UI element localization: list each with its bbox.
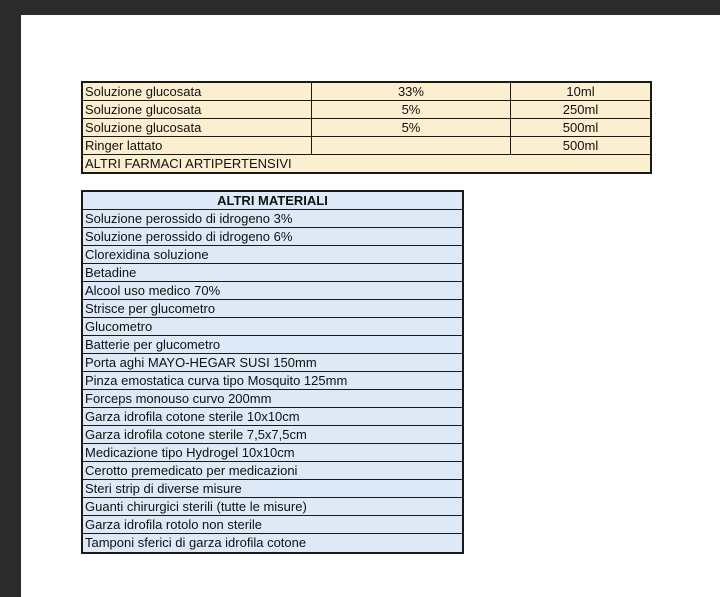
- material-item: Garza idrofila rotolo non sterile: [82, 516, 463, 534]
- fluid-concentration-cell: [311, 137, 510, 155]
- fluid-volume-cell: 500ml: [511, 137, 651, 155]
- table-row: [82, 336, 463, 354]
- table-row: [82, 155, 651, 174]
- table-row: [82, 82, 651, 101]
- table-row: [82, 300, 463, 318]
- material-item: Garza idrofila cotone sterile 7,5x7,5cm: [82, 426, 463, 444]
- table-row: [82, 137, 651, 155]
- table-row: [82, 318, 463, 336]
- material-item: Soluzione perossido di idrogeno 6%: [82, 228, 463, 246]
- table-row: [82, 444, 463, 462]
- fluid-concentration-cell: 5%: [311, 101, 510, 119]
- table-row: [82, 426, 463, 444]
- fluid-volume-cell: 10ml: [511, 82, 651, 101]
- table-row: [82, 516, 463, 534]
- table-row: [82, 210, 463, 228]
- table-row: [82, 282, 463, 300]
- document-page: [21, 15, 720, 597]
- table-row: [82, 101, 651, 119]
- fluids-table: [81, 81, 652, 174]
- fluid-volume-cell: 250ml: [511, 101, 651, 119]
- material-item: Alcool uso medico 70%: [82, 282, 463, 300]
- fluids-footer-cell: ALTRI FARMACI ARTIPERTENSIVI: [82, 155, 651, 174]
- table-header-row: [82, 191, 463, 210]
- fluid-name-cell: Soluzione glucosata: [82, 101, 311, 119]
- fluid-name-cell: Soluzione glucosata: [82, 82, 311, 101]
- fluid-concentration-cell: 33%: [311, 82, 510, 101]
- table-row: [82, 228, 463, 246]
- table-row: [82, 534, 463, 554]
- material-item: Batterie per glucometro: [82, 336, 463, 354]
- table-row: [82, 119, 651, 137]
- material-item: Strisce per glucometro: [82, 300, 463, 318]
- materials-table: [81, 190, 464, 554]
- fluid-concentration-cell: 5%: [311, 119, 510, 137]
- material-item: Medicazione tipo Hydrogel 10x10cm: [82, 444, 463, 462]
- material-item: Tamponi sferici di garza idrofila cotone: [82, 534, 463, 554]
- table-row: [82, 246, 463, 264]
- table-row: [82, 462, 463, 480]
- material-item: Betadine: [82, 264, 463, 282]
- fluid-name-cell: Soluzione glucosata: [82, 119, 311, 137]
- material-item: Clorexidina soluzione: [82, 246, 463, 264]
- material-item: Porta aghi MAYO-HEGAR SUSI 150mm: [82, 354, 463, 372]
- table-row: [82, 480, 463, 498]
- material-item: Cerotto premedicato per medicazioni: [82, 462, 463, 480]
- material-item: Pinza emostatica curva tipo Mosquito 125mm: [82, 372, 463, 390]
- table-row: [82, 354, 463, 372]
- table-row: [82, 408, 463, 426]
- material-item: Garza idrofila cotone sterile 10x10cm: [82, 408, 463, 426]
- material-item: Forceps monouso curvo 200mm: [82, 390, 463, 408]
- table-row: [82, 498, 463, 516]
- material-item: Guanti chirurgici sterili (tutte le misure): [82, 498, 463, 516]
- table-row: [82, 390, 463, 408]
- table-row: [82, 372, 463, 390]
- material-item: Steri strip di diverse misure: [82, 480, 463, 498]
- material-item: Soluzione perossido di idrogeno 3%: [82, 210, 463, 228]
- fluid-volume-cell: 500ml: [511, 119, 651, 137]
- table-row: [82, 264, 463, 282]
- material-item: Glucometro: [82, 318, 463, 336]
- materials-header: ALTRI MATERIALI: [82, 191, 463, 210]
- fluid-name-cell: Ringer lattato: [82, 137, 311, 155]
